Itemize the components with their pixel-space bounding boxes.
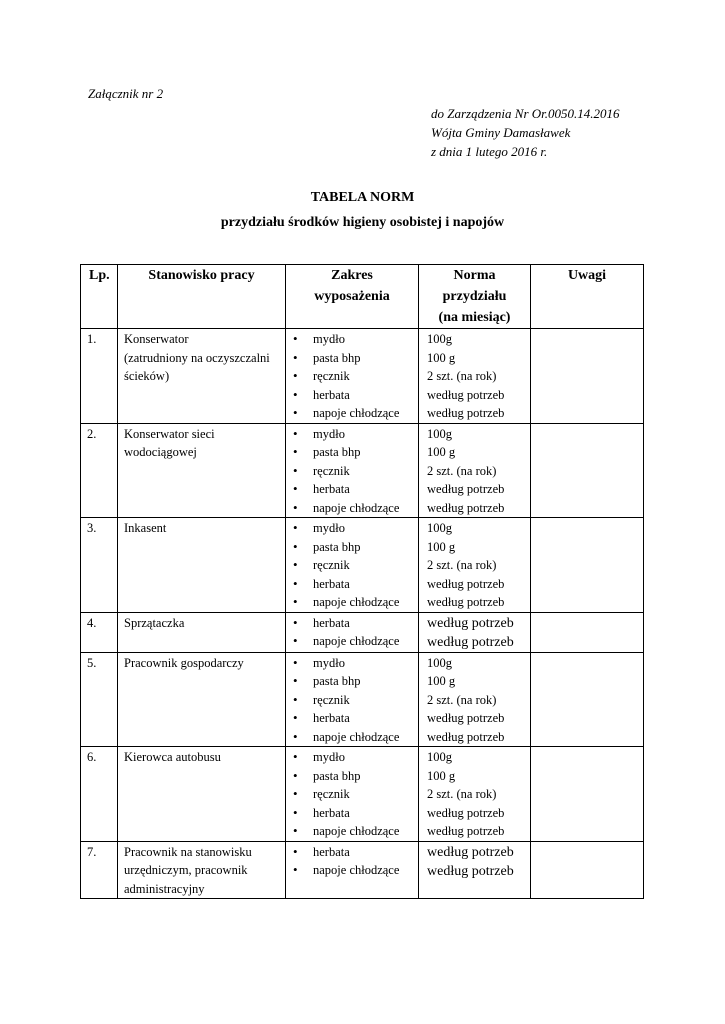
- header-scope: [286, 265, 419, 329]
- equipment-item: • napoje chłodzące: [286, 593, 418, 612]
- norm-value: według potrzeb: [427, 844, 514, 860]
- notes-cell: [531, 612, 644, 652]
- norm-value: według potrzeb: [427, 824, 505, 838]
- equipment-cell: [286, 747, 419, 842]
- equipment-item: • napoje chłodzące: [286, 404, 418, 423]
- equipment-item: • ręcznik: [286, 691, 418, 710]
- norm-value: według potrzeb: [427, 634, 514, 650]
- reference-line: Wójta Gminy Damasławek: [431, 125, 571, 140]
- header-norm: [419, 265, 531, 329]
- norm-value: według potrzeb: [427, 595, 505, 609]
- equipment-item: • napoje chłodzące: [286, 728, 418, 747]
- equipment-item: • pasta bhp: [286, 672, 418, 691]
- notes-cell: [531, 518, 644, 613]
- norm-value: 100 g: [427, 674, 456, 688]
- position-line: Pracownik gospodarczy: [124, 655, 244, 670]
- notes-cell: [531, 423, 644, 518]
- table-row: [81, 747, 644, 842]
- equipment-item: • napoje chłodzące: [286, 499, 418, 518]
- position-line: urzędniczym, pracownik: [124, 863, 248, 877]
- position-line: Konserwator sieci: [124, 426, 215, 441]
- norm-value: według potrzeb: [427, 387, 505, 402]
- equipment-item: • herbata: [286, 843, 418, 862]
- row-number: 1.: [81, 329, 118, 424]
- row-number: 6.: [81, 747, 118, 842]
- row-number: 3.: [81, 518, 118, 613]
- header-scope-line: Zakres: [331, 268, 373, 283]
- table-header-row: [81, 265, 644, 329]
- reference-block: [431, 104, 620, 161]
- position-line: (zatrudniony na oczyszczalni: [124, 350, 270, 365]
- norm-value: według potrzeb: [427, 711, 505, 725]
- notes-cell: [531, 841, 644, 899]
- equipment-cell: [286, 841, 419, 899]
- table-row: [81, 518, 644, 613]
- norm-value: 100g: [427, 655, 452, 670]
- norm-cell: [419, 841, 531, 899]
- equipment-list: [286, 748, 418, 841]
- equipment-item: • pasta bhp: [286, 538, 418, 557]
- equipment-list: [286, 614, 418, 651]
- norm-value: według potrzeb: [427, 805, 505, 820]
- norm-value: 100 g: [427, 539, 456, 554]
- table-row: [81, 329, 644, 424]
- table-row: [81, 423, 644, 518]
- equipment-item: • napoje chłodzące: [286, 632, 418, 651]
- equipment-item: • herbata: [286, 614, 418, 633]
- equipment-item: • mydło: [286, 748, 418, 767]
- norm-value: 2 szt. (na rok): [427, 787, 497, 801]
- norm-cell: [419, 652, 531, 747]
- norm-value: według potrzeb: [427, 615, 514, 631]
- position-cell: [118, 612, 286, 652]
- equipment-list: [286, 654, 418, 747]
- norm-value: 2 szt. (na rok): [427, 369, 497, 383]
- equipment-item: • ręcznik: [286, 556, 418, 575]
- reference-line: z dnia 1 lutego 2016 r.: [431, 144, 548, 159]
- equipment-cell: [286, 423, 419, 518]
- header-scope-line: wyposażenia: [314, 289, 390, 304]
- norm-value: według potrzeb: [427, 576, 505, 591]
- equipment-item: • herbata: [286, 386, 418, 405]
- notes-cell: [531, 747, 644, 842]
- equipment-item: • napoje chłodzące: [286, 861, 418, 880]
- notes-cell: [531, 652, 644, 747]
- row-number: 2.: [81, 423, 118, 518]
- position-line: Konserwator: [124, 332, 189, 346]
- reference-line: do Zarządzenia Nr Or.0050.14.2016: [431, 106, 620, 121]
- header-norm-line: Norma: [453, 268, 496, 283]
- equipment-item: • pasta bhp: [286, 767, 418, 786]
- document-title: TABELA NORM: [310, 190, 415, 205]
- document-subtitle: przydziału środków higieny osobistej i napojów: [220, 215, 505, 230]
- position-cell: [118, 652, 286, 747]
- equipment-item: • herbata: [286, 575, 418, 594]
- norm-value: według potrzeb: [427, 482, 505, 496]
- norm-value: 100 g: [427, 768, 456, 783]
- equipment-cell: [286, 612, 419, 652]
- header-notes: Uwagi: [531, 265, 644, 329]
- norm-value: 2 szt. (na rok): [427, 558, 497, 572]
- position-line: administracyjny: [124, 881, 205, 896]
- equipment-item: • herbata: [286, 709, 418, 728]
- equipment-item: • mydło: [286, 654, 418, 673]
- norm-value: według potrzeb: [427, 863, 514, 879]
- equipment-item: • mydło: [286, 425, 418, 444]
- equipment-list: [286, 330, 418, 423]
- equipment-item: • mydło: [286, 330, 418, 349]
- equipment-item: • pasta bhp: [286, 443, 418, 462]
- norm-value: 100 g: [427, 350, 456, 365]
- table-row: [81, 612, 644, 652]
- position-cell: [118, 518, 286, 613]
- equipment-cell: [286, 329, 419, 424]
- norm-value: 2 szt. (na rok): [427, 463, 497, 478]
- equipment-item: • pasta bhp: [286, 349, 418, 368]
- norm-cell: [419, 747, 531, 842]
- equipment-item: • mydło: [286, 519, 418, 538]
- header-norm-line: przydziału: [442, 289, 507, 304]
- position-line: Kierowca autobusu: [124, 750, 221, 764]
- norm-cell: [419, 518, 531, 613]
- equipment-list: [286, 425, 418, 518]
- header-lp: Lp.: [81, 265, 118, 329]
- position-line: Pracownik na stanowisku: [124, 844, 252, 859]
- norm-value: według potrzeb: [427, 406, 505, 420]
- equipment-item: • herbata: [286, 480, 418, 499]
- position-cell: [118, 329, 286, 424]
- norm-value: według potrzeb: [427, 729, 505, 744]
- position-cell: [118, 841, 286, 899]
- position-line: wodociągowej: [124, 445, 197, 459]
- equipment-item: • napoje chłodzące: [286, 822, 418, 841]
- norm-cell: [419, 329, 531, 424]
- table-row: [81, 652, 644, 747]
- equipment-item: • herbata: [286, 804, 418, 823]
- attachment-label: Załącznik nr 2: [88, 86, 164, 101]
- norm-value: 100g: [427, 521, 452, 535]
- position-line: ścieków): [124, 369, 170, 383]
- norm-value: 100 g: [427, 445, 456, 459]
- equipment-cell: [286, 518, 419, 613]
- notes-cell: [531, 329, 644, 424]
- norm-value: 100g: [427, 750, 452, 764]
- row-number: 5.: [81, 652, 118, 747]
- row-number: 7.: [81, 841, 118, 899]
- equipment-cell: [286, 652, 419, 747]
- norm-value: 100g: [427, 332, 452, 346]
- norm-cell: [419, 423, 531, 518]
- equipment-list: [286, 519, 418, 612]
- norm-value: 100g: [427, 426, 452, 441]
- position-cell: [118, 747, 286, 842]
- norms-table: [80, 264, 644, 899]
- header-norm-line: (na miesiąc): [438, 310, 511, 325]
- norm-cell: [419, 612, 531, 652]
- position-line: Sprzątaczka: [124, 615, 185, 630]
- equipment-list: [286, 843, 418, 880]
- header-position: Stanowisko pracy: [118, 265, 286, 329]
- table-row: [81, 841, 644, 899]
- equipment-item: • ręcznik: [286, 785, 418, 804]
- norm-value: 2 szt. (na rok): [427, 692, 497, 707]
- row-number: 4.: [81, 612, 118, 652]
- norm-value: według potrzeb: [427, 500, 505, 515]
- equipment-item: • ręcznik: [286, 367, 418, 386]
- equipment-item: • ręcznik: [286, 462, 418, 481]
- position-cell: [118, 423, 286, 518]
- position-line: Inkasent: [124, 521, 167, 535]
